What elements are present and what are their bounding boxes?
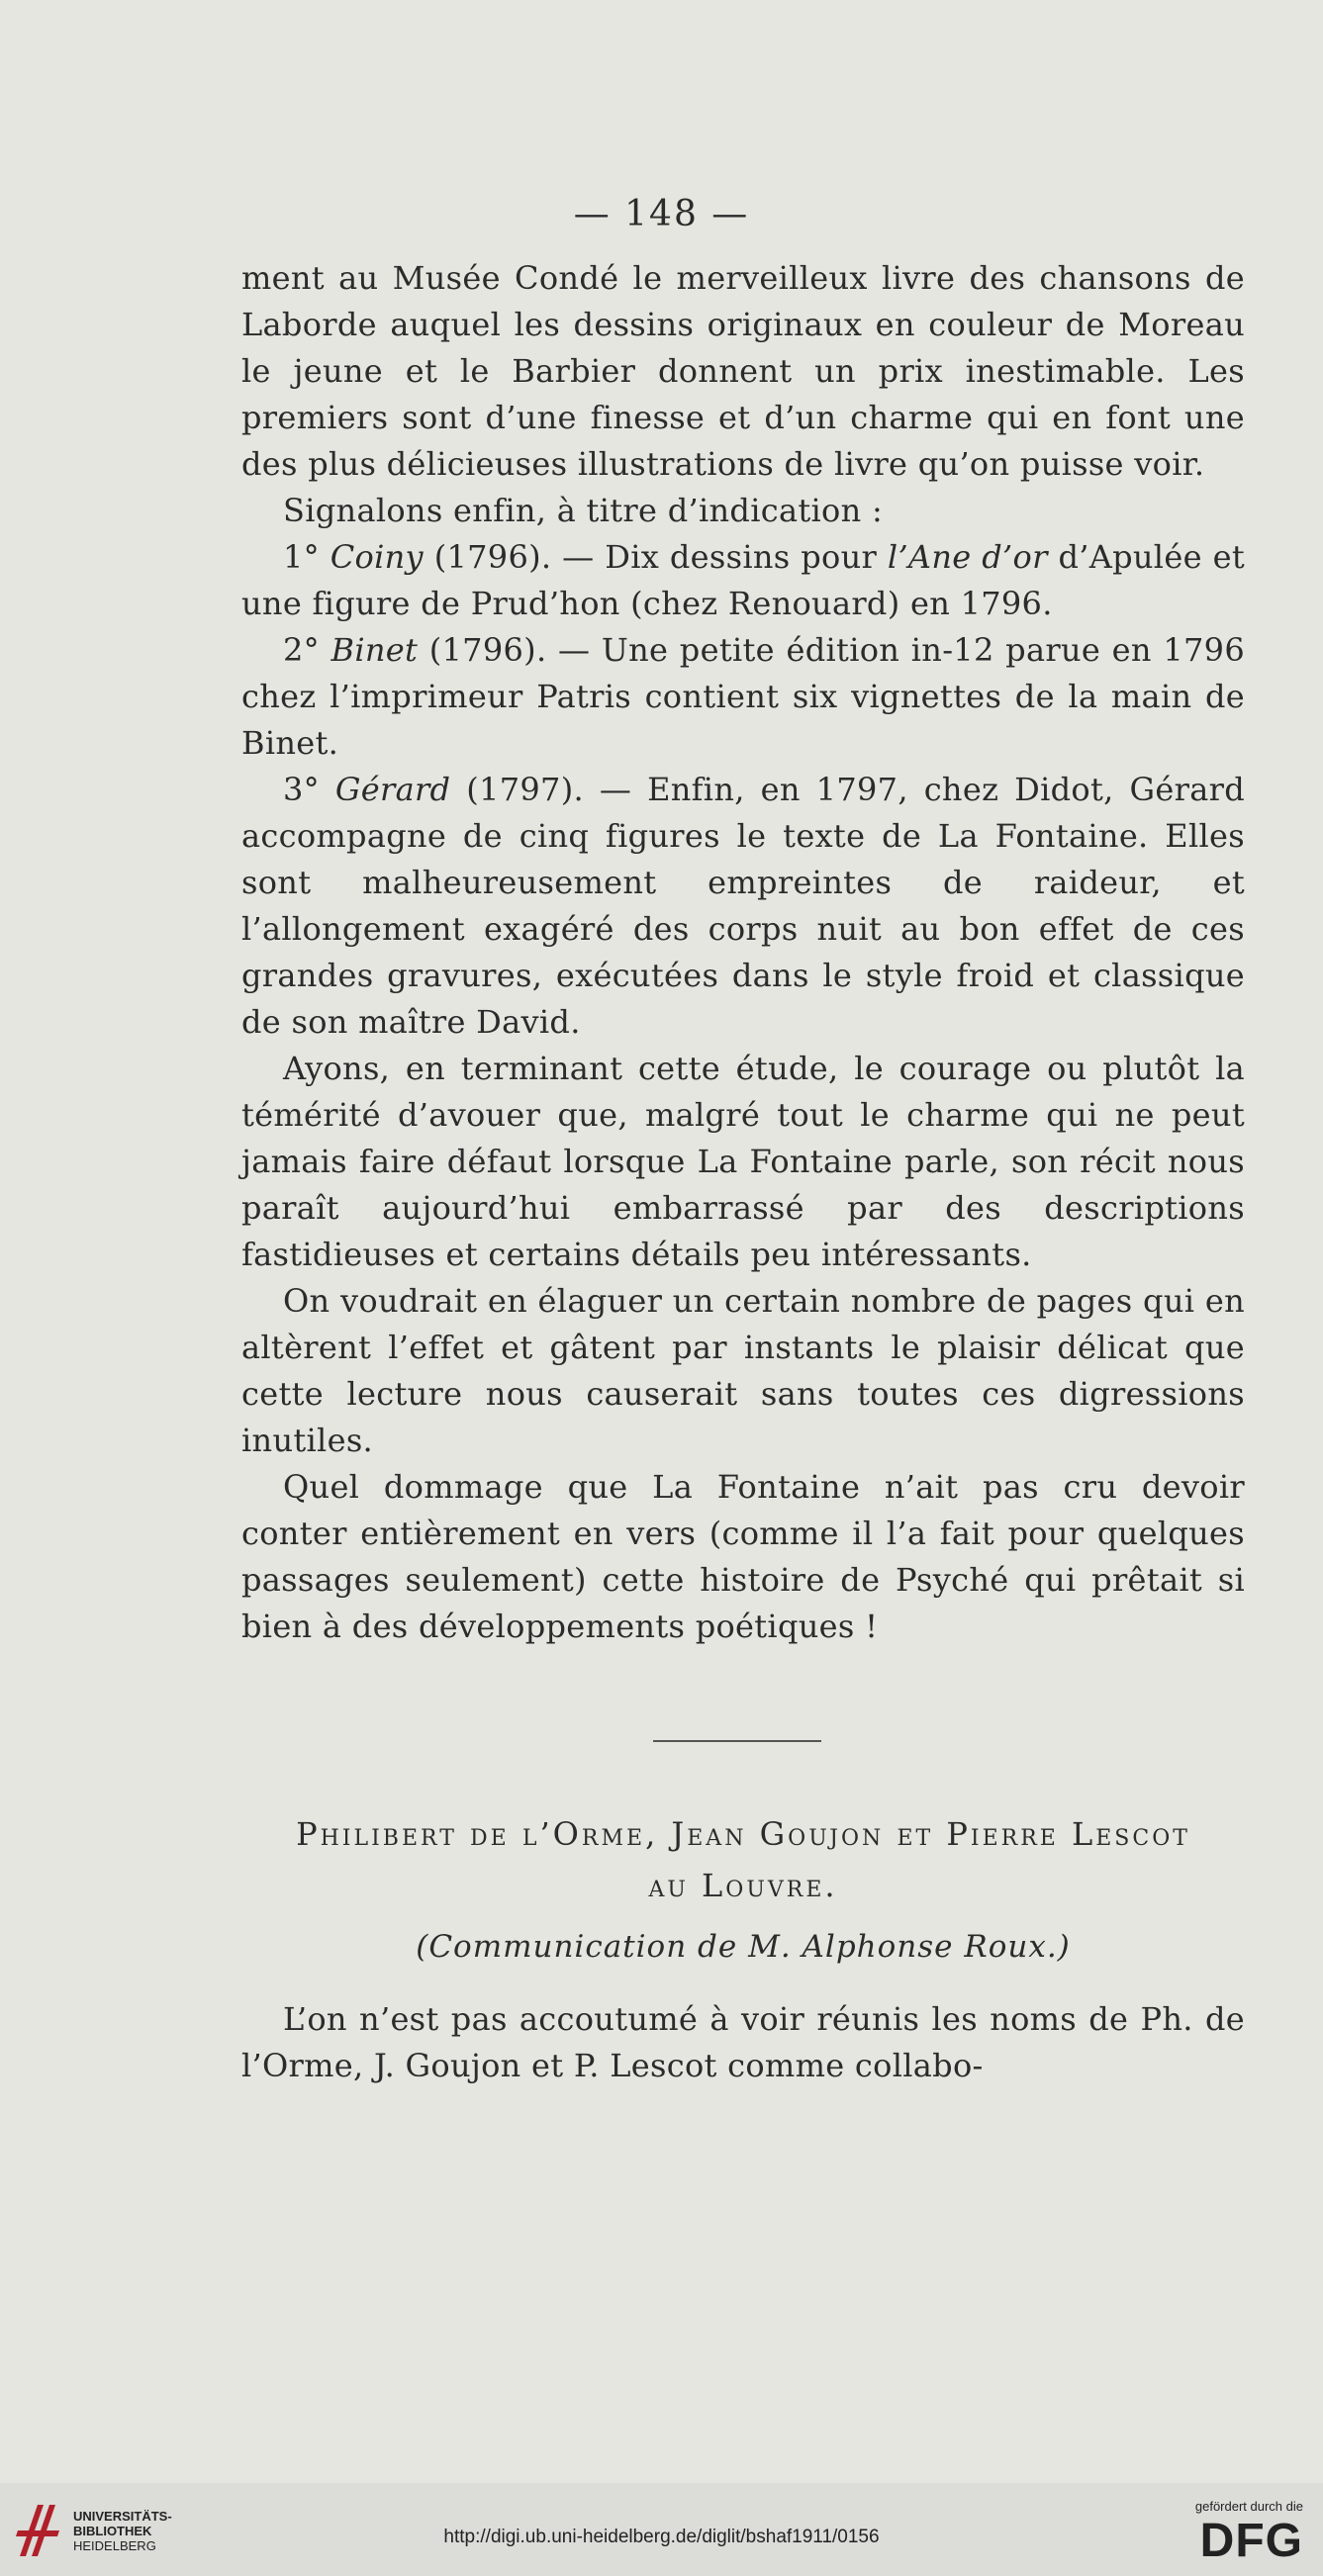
item-number: 1° (283, 538, 320, 576)
main-text (241, 255, 1245, 1650)
section-opening-paragraph: L’on n’est pas accoutumé à voir réunis les noms de Ph. de l’Orme, J. Goujon et P. Lescot comme collabo- (241, 2000, 1245, 2084)
paragraph-2: Signalons enfin, à titre d’indication : (283, 492, 884, 529)
section-divider (653, 1740, 821, 1742)
item-text-a: (1796). — Dix dessins pour (423, 538, 888, 576)
paragraph-1: ment au Musée Condé le merveilleux livre des chansons de Laborde auquel les dessins originaux en couleur de Moreau le jeune et le Barbier donnent un prix inestimable. Les premiers sont d’une finesse et d’un charme qui en font une des plus délicieuses illustrations de livre qu’on puisse voir. (241, 259, 1245, 483)
funded-by-label: gefördert durch die (1194, 2499, 1303, 2514)
item-text: (1797). — Enfin, en 1797, chez Didot, Gérard accompagne de cinq figures le texte de La Fontaine. Elles sont malheureusement empreintes de raideur, et l’allongement exagéré des corps nuit au bon effet de ces grandes gravures, exécutées dans le style froid et classique de son maître David. (241, 771, 1245, 1041)
item-text-b: d’Apulée et une figure de Prud’hon (chez Renouard) en 1796. (241, 538, 1245, 622)
paragraph-pruning: On voudrait en élaguer un certain nombre de pages qui en altèrent l’effet et gâtent par instants le plaisir délicat que cette lecture nous causerait sans toutes ces digressions inutiles. (241, 1282, 1245, 1459)
item-text: (1796). — Une petite édition in-12 parue en 1796 chez l’imprimeur Patris contient six vignettes de la main de Binet. (241, 631, 1245, 762)
artist-name: Binet (331, 631, 419, 669)
digitization-footer (0, 2483, 1323, 2576)
section-title-line-2: au Louvre. (648, 1867, 838, 1904)
artist-name: Gérard (334, 771, 451, 808)
paragraph-conclusion: Ayons, en terminant cette étude, le courage ou plutôt la témérité d’avouer que, malgré tout le charme qui ne peut jamais faire défaut lorsque La Fontaine parle, son récit nous paraît aujourd’hui embarrassé par des descriptions fastidieuses et certains détails peu intéressants. (241, 1050, 1245, 1273)
communication-credit: (Communication de M. Alphonse Roux.) (416, 1929, 1071, 1965)
item-number: 2° (283, 631, 320, 669)
permalink-url[interactable]: http://digi.ub.uni-heidelberg.de/diglit/bshaf1911/0156 (443, 2527, 880, 2547)
section-title (241, 1808, 1245, 1911)
section-title-line-1: Philibert de l’Orme, Jean Goujon et Pierre Lescot (296, 1815, 1190, 1853)
artist-name: Coiny (330, 538, 424, 576)
work-title: l’Ane d’or (887, 538, 1048, 576)
institution-line-1: UNIVERSITÄTS- (73, 2509, 172, 2524)
institution-line-2: BIBLIOTHEK (73, 2524, 152, 2538)
section-text (241, 1996, 1245, 2089)
dfg-logo: DFG (1199, 2515, 1303, 2567)
institution-line-3: HEIDELBERG (73, 2538, 156, 2553)
page-number: — 148 — (573, 194, 750, 234)
list-item-gerard (241, 767, 1245, 1046)
paragraph-regret: Quel dommage que La Fontaine n’ait pas cru devoir conter entièrement en vers (comme il l’a fait pour quelques passages seulement) cette histoire de Psyché qui prêtait si bien à des développements poétiques ! (241, 1468, 1245, 1645)
list-item-coiny (241, 534, 1245, 627)
item-number: 3° (283, 771, 320, 808)
list-item-binet (241, 627, 1245, 767)
